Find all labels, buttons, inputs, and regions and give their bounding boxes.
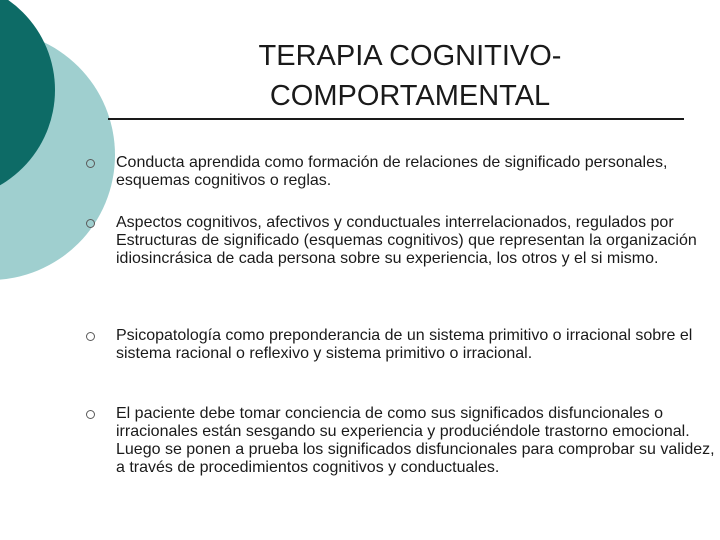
circle-bullet-icon — [86, 219, 95, 228]
bullet-item — [84, 327, 720, 363]
title-divider — [108, 118, 684, 120]
circle-bullet-icon — [86, 410, 95, 419]
bullet-text: Aspectos cognitivos, afectivos y conductuales interrelacionados, regulados por Estructuras de significado (esquemas cognitivos) que representan la organización idiosincrásica de cada persona sobre su experiencia, los otros y el si mismo. — [116, 214, 697, 267]
bullet-item — [84, 154, 720, 190]
bullet-text: El paciente debe tomar conciencia de como sus significados disfuncionales o irracionales están sesgando su experiencia y produciéndole trastorno emocional. Luego se ponen a prueba los significados disfuncionales para comprobar su validez, a través de procedimientos cognitivos y conductuales. — [116, 405, 715, 476]
slide-title — [190, 36, 630, 116]
circle-bullet-icon — [86, 159, 95, 168]
bullet-text: Psicopatología como preponderancia de un sistema primitivo o irracional sobre el sistema racional o reflexivo y sistema primitivo o irracional. — [116, 327, 693, 362]
title-line-2: COMPORTAMENTAL — [269, 80, 551, 112]
bullet-item — [84, 405, 720, 477]
circle-bullet-icon — [86, 332, 95, 341]
bullet-item — [84, 214, 720, 268]
title-line-1: TERAPIA COGNITIVO- — [258, 40, 562, 72]
bullet-text: Conducta aprendida como formación de relaciones de significado personales, esquemas cognitivos o reglas. — [116, 154, 668, 189]
